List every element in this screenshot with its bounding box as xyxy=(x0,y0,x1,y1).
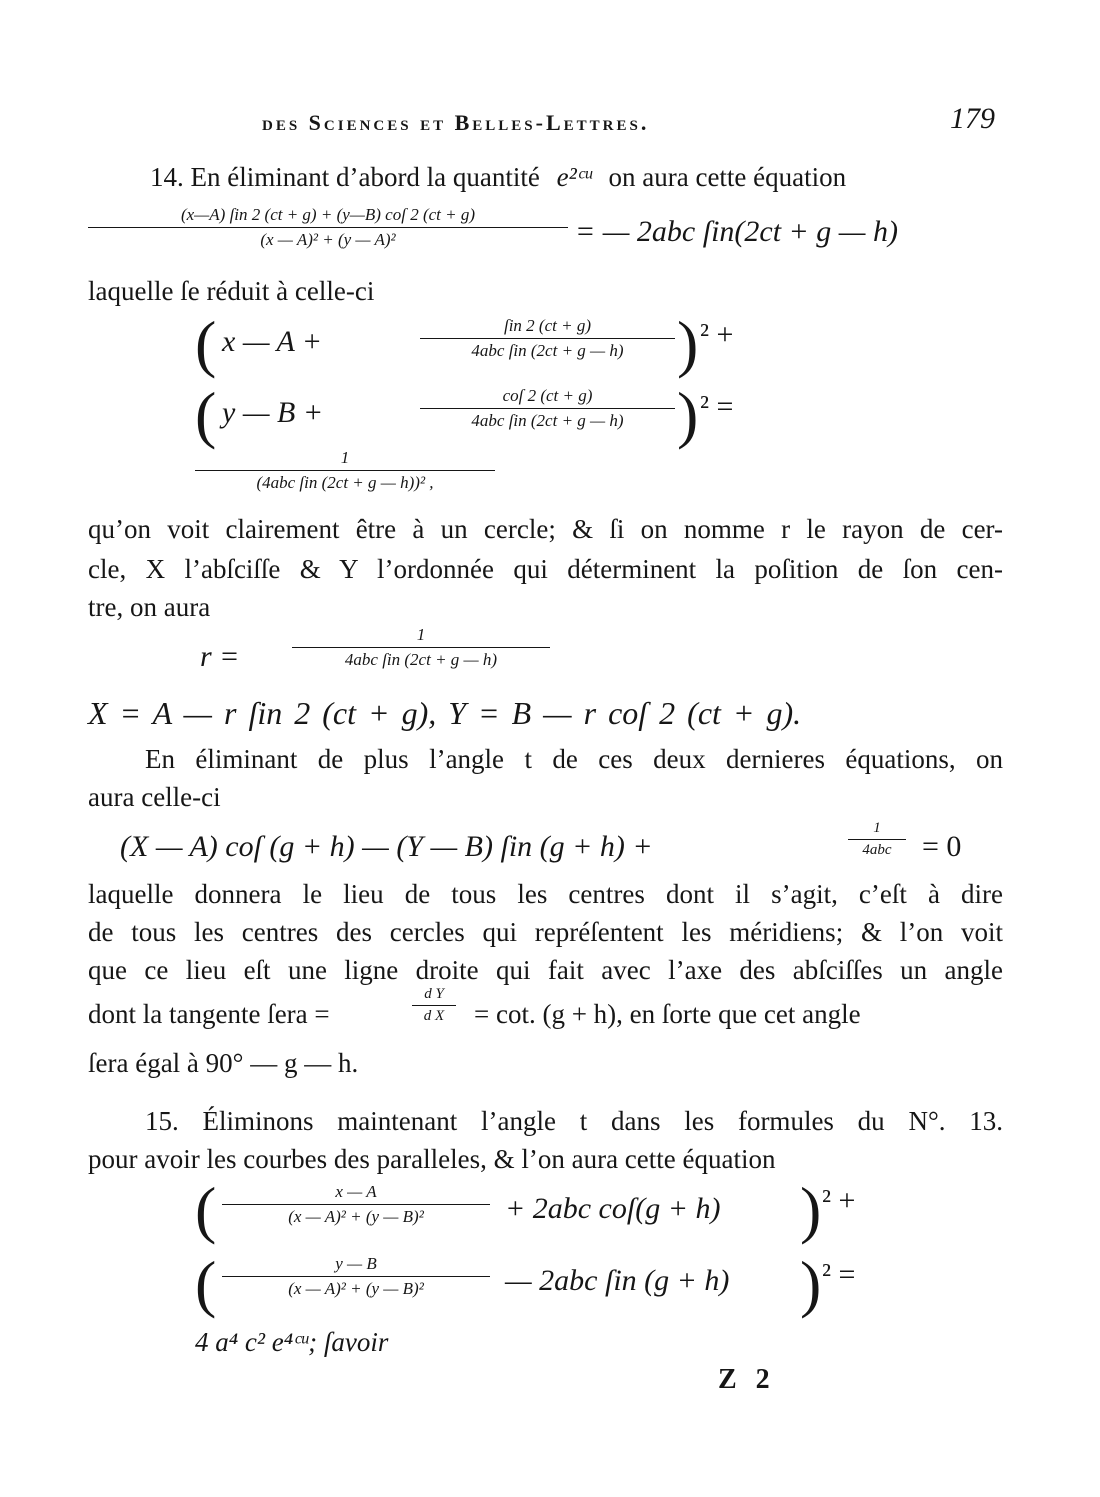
eq3-open-paren: ( xyxy=(195,379,217,450)
para2-line2: aura celle-ci xyxy=(88,782,221,812)
eq1-fraction xyxy=(88,205,568,250)
eq5-lhs: (X — A) coſ (g + h) — (Y — B) ſin (g + h) + xyxy=(120,830,653,863)
eq3-fraction xyxy=(420,386,675,431)
eq6-open-paren: ( xyxy=(195,1174,217,1245)
eq6-close-paren: ) xyxy=(800,1174,822,1245)
eq7-tail: ² = xyxy=(822,1258,856,1291)
para3-line4b: = cot. (g + h), en ſorte que cet angle xyxy=(474,999,861,1029)
eq4-denominator: (4abc ſin (2ct + g — h))² , xyxy=(256,473,434,492)
intro-exponent: e²ᶜᵘ xyxy=(556,162,592,192)
derivative-numerator: d Y xyxy=(424,986,444,1002)
eq2-lhs: x — A + xyxy=(222,325,322,358)
eq1-numerator: (x—A) ſin 2 (ct + g) + (y—B) coſ 2 (ct + g) xyxy=(180,205,476,224)
intro-text-a: 14. En éliminant d’abord la quantité xyxy=(150,162,540,192)
r-denominator: 4abc ſin (2ct + g — h) xyxy=(344,650,498,669)
section-15-line1: 15. Éliminons maintenant l’angle t dans les formules du N°. 13. xyxy=(145,1106,1003,1136)
eq2-close-paren: ) xyxy=(677,308,699,379)
eq4-fraction-bar xyxy=(195,470,495,471)
para1-line2: cle, X l’abſciſſe & Y l’ordonnée qui déterminent la poſition de ſon cen- xyxy=(88,554,1003,584)
eq7-close-paren: ) xyxy=(800,1248,822,1319)
r-fraction xyxy=(292,625,550,670)
eq3-numerator: coſ 2 (ct + g) xyxy=(502,386,593,405)
eq1-fraction-bar xyxy=(88,227,568,228)
eq3-lhs: y — B + xyxy=(222,396,324,429)
eq3-fraction-bar xyxy=(420,408,675,409)
r-numerator: 1 xyxy=(416,625,426,644)
page-number: 179 xyxy=(950,102,995,135)
reduces-line: laquelle ſe réduit à celle-ci xyxy=(88,276,375,306)
eq6-fraction xyxy=(222,1182,490,1227)
xy-equations: X = A — r ſin 2 (ct + g), Y = B — r coſ 2 (ct + g). xyxy=(88,695,802,731)
eq6-fraction-bar xyxy=(222,1204,490,1205)
eq5-fraction-bar xyxy=(848,839,906,840)
section-15-last-line: 4 a⁴ c² e⁴ᶜᵘ; ſavoir xyxy=(195,1327,389,1357)
para1-line3: tre, on aura xyxy=(88,592,211,622)
para3-line1: laquelle donnera le lieu de tous les centres dont il s’agit, c’eſt à dire xyxy=(88,879,1003,909)
para3-line2: de tous les centres des cercles qui repréſentent les méridiens; & l’on voit xyxy=(88,917,1003,947)
eq5-numerator: 1 xyxy=(873,820,881,836)
section-14-intro xyxy=(150,160,846,194)
eq4-numerator: 1 xyxy=(340,448,350,467)
eq7-rest: — 2abc ſin (g + h) xyxy=(505,1264,730,1297)
running-title: des Sciences et Belles-Lettres. xyxy=(262,110,650,135)
eq6-numerator: x — A xyxy=(335,1182,377,1201)
intro-text-b: on aura cette équation xyxy=(608,162,847,192)
eq2-tail: ² + xyxy=(700,318,734,351)
eq6-tail: ² + xyxy=(822,1184,856,1217)
eq7-fraction-bar xyxy=(222,1276,490,1277)
eq2-fraction-bar xyxy=(420,338,675,339)
para1-line1: qu’on voit clairement être à un cercle; & ſi on nomme r le rayon de cer- xyxy=(88,514,1003,544)
para2-line1: En éliminant de plus l’angle t de ces deux dernieres équations, on xyxy=(145,744,1003,774)
section-15-line2: pour avoir les courbes des paralleles, & l’on aura cette équation xyxy=(88,1144,776,1174)
eq1-denominator: (x — A)² + (y — A)² xyxy=(260,230,396,249)
para3-line4a: dont la tangente ſera = xyxy=(88,999,330,1029)
eq2-numerator: ſin 2 (ct + g) xyxy=(503,316,591,335)
para3-line3: que ce lieu eſt une ligne droite qui fait avec l’axe des abſciſſes un angle xyxy=(88,955,1003,985)
eq7-open-paren: ( xyxy=(195,1248,217,1319)
eq5-fraction xyxy=(848,820,906,859)
eq6-denominator: (x — A)² + (y — B)² xyxy=(288,1207,424,1226)
eq7-numerator: y — B xyxy=(335,1254,377,1273)
eq4-fraction xyxy=(195,448,495,493)
r-lhs: r = xyxy=(200,640,240,673)
eq3-tail: ² = xyxy=(700,390,734,423)
eq2-open-paren: ( xyxy=(195,308,217,379)
derivative-fraction xyxy=(412,986,456,1025)
r-fraction-bar xyxy=(292,647,550,648)
para3-line5: ſera égal à 90° — g — h. xyxy=(88,1048,359,1078)
eq5-denominator: 4abc xyxy=(862,842,892,858)
eq3-denominator: 4abc ſin (2ct + g — h) xyxy=(471,411,624,430)
signature-mark: Z 2 xyxy=(718,1364,776,1395)
eq5-rhs: = 0 xyxy=(922,830,962,863)
eq2-denominator: 4abc ſin (2ct + g — h) xyxy=(471,341,624,360)
eq3-close-paren: ) xyxy=(677,379,699,450)
eq7-denominator: (x — A)² + (y — B)² xyxy=(288,1279,424,1298)
eq1-rhs: = — 2abc ſin(2ct + g — h) xyxy=(575,215,898,248)
eq6-rest: + 2abc coſ(g + h) xyxy=(505,1192,721,1225)
derivative-fraction-bar xyxy=(412,1005,456,1006)
derivative-denominator: d X xyxy=(423,1008,445,1024)
eq2-fraction xyxy=(420,316,675,361)
eq7-fraction xyxy=(222,1254,490,1299)
